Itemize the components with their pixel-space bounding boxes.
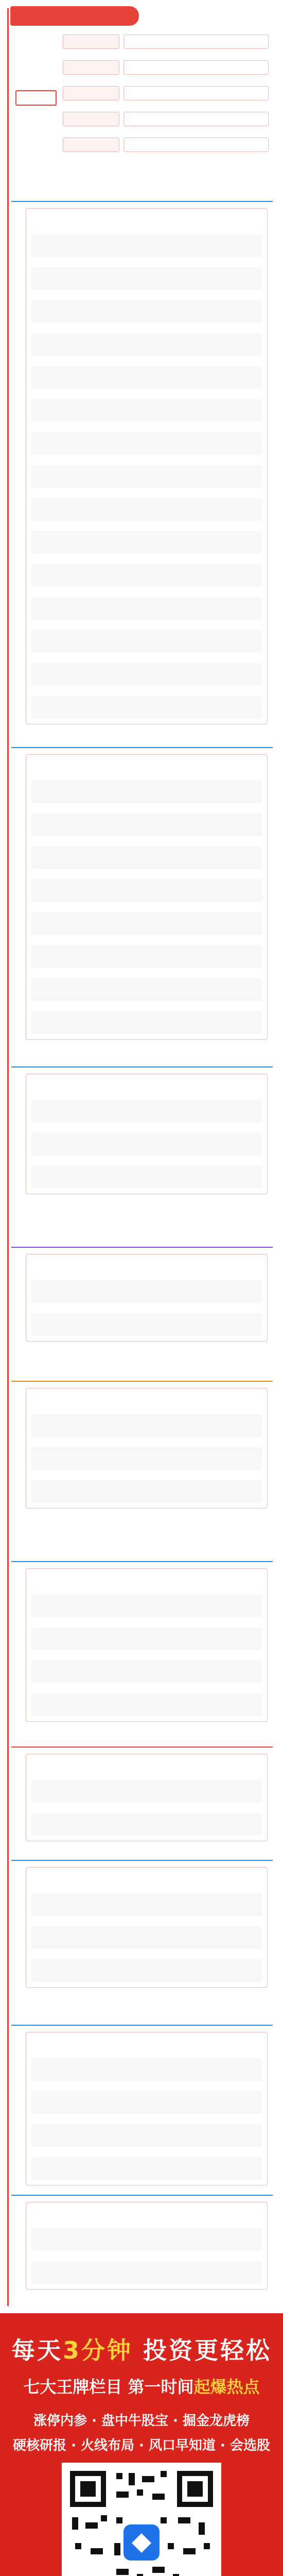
stock-name[interactable]: [31, 1586, 262, 1595]
stock-name[interactable]: [31, 1272, 262, 1280]
stock-item: [31, 2050, 262, 2081]
sector-header: [11, 1844, 273, 1862]
qr-code-icon[interactable]: [62, 2463, 221, 2576]
stock-description: [31, 814, 262, 836]
stock-name[interactable]: [31, 1472, 262, 1480]
stock-name[interactable]: [31, 358, 262, 366]
stock-item: [31, 523, 262, 554]
stock-name[interactable]: [31, 1805, 262, 1813]
stock-item: [31, 457, 262, 488]
stock-description: [31, 1166, 262, 1189]
stock-description: [31, 912, 262, 935]
sector-section: [11, 1051, 273, 1194]
stock-name[interactable]: [31, 2083, 262, 2091]
stock-name[interactable]: [31, 1772, 262, 1780]
stock-name[interactable]: [31, 1406, 262, 1414]
stock-item: [31, 871, 262, 902]
stock-name[interactable]: [31, 688, 262, 696]
stock-name[interactable]: [31, 1158, 262, 1166]
topic-card: [26, 1254, 268, 1342]
sector-label[interactable]: [11, 2009, 24, 2025]
sector-divider: [11, 747, 273, 748]
stock-item: [31, 1092, 262, 1123]
sector-section: [11, 1731, 273, 1841]
stock-name[interactable]: [31, 1652, 262, 1660]
stock-description: [31, 1893, 262, 1916]
stock-item: [31, 2220, 262, 2251]
stock-name[interactable]: [31, 1685, 262, 1693]
sector-divider: [11, 1381, 273, 1382]
promo-banner: [0, 2313, 283, 2576]
promo-columns-2: 硬核研报 · 火线布局 · 风口早知道 · 会选股: [13, 2438, 270, 2453]
stock-item: [31, 1652, 262, 1683]
sector-divider: [11, 1247, 273, 1248]
stock-name[interactable]: [31, 1125, 262, 1133]
stock-description: [31, 696, 262, 719]
sector-divider: [11, 2025, 273, 2026]
sector-header: [11, 1231, 273, 1249]
stock-name[interactable]: [31, 805, 262, 814]
topic-title: [31, 1757, 262, 1769]
leader-stock-name[interactable]: [63, 35, 119, 49]
sector-divider: [11, 201, 273, 202]
stock-name[interactable]: [31, 2149, 262, 2157]
stock-item: [31, 1619, 262, 1650]
stock-description: [31, 1595, 262, 1617]
stock-name[interactable]: [31, 391, 262, 399]
leader-stock-detail: [123, 138, 269, 152]
stock-name[interactable]: [31, 970, 262, 978]
leader-row: [63, 83, 269, 103]
stock-description: [31, 1414, 262, 1437]
leader-stock-name[interactable]: [63, 112, 119, 126]
sector-label[interactable]: [11, 2179, 24, 2195]
stock-description: [31, 366, 262, 389]
sector-label[interactable]: [11, 1051, 24, 1066]
sector-header: [11, 1731, 273, 1749]
sector-label[interactable]: [11, 1844, 24, 1860]
sector-header: [11, 185, 273, 203]
stock-description: [31, 2261, 262, 2284]
stock-item: [31, 937, 262, 968]
promo-headline-text-2: 投资更轻松: [133, 2336, 272, 2364]
stock-name[interactable]: [31, 226, 262, 234]
stock-description: [31, 2228, 262, 2251]
stock-description: [31, 846, 262, 869]
leader-stock-name[interactable]: [63, 138, 119, 152]
stock-name[interactable]: [31, 1092, 262, 1100]
stock-description: [31, 1780, 262, 1803]
topic-title: [31, 2206, 262, 2217]
leader-stock-detail: [123, 86, 269, 100]
stock-description: [31, 978, 262, 1001]
stock-description: [31, 1011, 262, 1034]
stock-description: [31, 333, 262, 356]
stock-item: [31, 805, 262, 836]
stock-item: [31, 1439, 262, 1470]
topic-title: [31, 1871, 262, 1882]
sector-label[interactable]: [11, 1731, 24, 1747]
topic-title: [31, 1572, 262, 1583]
stock-description: [31, 1100, 262, 1123]
stock-item: [31, 1305, 262, 1336]
stock-item: [31, 2149, 262, 2180]
stock-name[interactable]: [31, 490, 262, 498]
stock-name[interactable]: [31, 1918, 262, 1926]
stock-name[interactable]: [31, 325, 262, 333]
topic-card: [26, 1568, 268, 1722]
stock-name[interactable]: [31, 259, 262, 267]
stock-item: [31, 1951, 262, 1982]
sector-divider: [11, 1066, 273, 1067]
stock-description: [31, 1313, 262, 1336]
sector-label[interactable]: [11, 732, 24, 747]
stock-description: [31, 879, 262, 902]
promo-headline: [0, 2332, 283, 2366]
stock-name[interactable]: [31, 523, 262, 531]
stock-item: [31, 1885, 262, 1916]
leader-row: [63, 135, 269, 155]
sector-section: [11, 1844, 273, 1988]
stock-description: [31, 1660, 262, 1683]
topic-card: [26, 208, 268, 724]
stock-name[interactable]: [31, 457, 262, 465]
stock-description: [31, 2124, 262, 2147]
stock-name[interactable]: [31, 904, 262, 912]
stock-description: [31, 1813, 262, 1836]
stock-description: [31, 399, 262, 422]
topic-card: [26, 2032, 268, 2185]
stock-item: [31, 838, 262, 869]
stock-description: [31, 531, 262, 554]
stock-item: [31, 358, 262, 389]
sector-divider: [11, 2195, 273, 2196]
stock-name[interactable]: [31, 1439, 262, 1447]
promo-subheadline-text: 七大王牌栏目 第一时间: [23, 2377, 194, 2397]
stock-name[interactable]: [31, 655, 262, 663]
stock-name[interactable]: [31, 2050, 262, 2058]
sector-label[interactable]: [11, 1365, 24, 1381]
stock-item: [31, 1003, 262, 1034]
stock-name[interactable]: [31, 2116, 262, 2124]
leader-stock-name[interactable]: [63, 60, 119, 75]
stock-item: [31, 424, 262, 455]
topic-card: [26, 1754, 268, 1841]
stock-description: [31, 2058, 262, 2081]
leader-row: [63, 109, 269, 129]
leader-stock-detail: [123, 112, 269, 126]
stock-name[interactable]: [31, 838, 262, 846]
stock-item: [31, 1125, 262, 1156]
timeline-rail: [7, 8, 9, 2306]
stock-description: [31, 1280, 262, 1303]
page-title: [10, 6, 139, 26]
stock-item: [31, 391, 262, 422]
stock-item: [31, 655, 262, 686]
stock-name[interactable]: [31, 622, 262, 630]
stock-item: [31, 904, 262, 935]
sector-label[interactable]: [11, 185, 24, 201]
stock-name[interactable]: [31, 871, 262, 879]
stock-item: [31, 2083, 262, 2114]
stock-description: [31, 498, 262, 521]
stock-description: [31, 300, 262, 323]
leader-tag: [15, 90, 57, 106]
stock-description: [31, 1693, 262, 1716]
stock-item: [31, 1586, 262, 1617]
topic-card: [26, 1388, 268, 1509]
stock-item: [31, 772, 262, 803]
topic-title: [31, 1392, 262, 1403]
sector-header: [11, 2179, 273, 2197]
topic-card: [26, 2202, 268, 2290]
stock-name[interactable]: [31, 1619, 262, 1628]
stock-description: [31, 781, 262, 803]
stock-name[interactable]: [31, 772, 262, 781]
sector-section: [11, 2009, 273, 2185]
leader-stock-detail: [123, 60, 269, 75]
sector-label[interactable]: [11, 1546, 24, 1561]
leader-row: [63, 32, 269, 52]
stock-description: [31, 465, 262, 488]
stock-name[interactable]: [31, 556, 262, 564]
topic-title: [31, 758, 262, 769]
sector-section: [11, 1546, 273, 1722]
sector-section: [11, 732, 273, 1040]
stock-description: [31, 2091, 262, 2114]
leader-row: [63, 58, 269, 77]
stock-item: [31, 970, 262, 1001]
sector-header: [11, 1051, 273, 1069]
sector-label[interactable]: [11, 1231, 24, 1247]
promo-headline-highlight: 3分钟: [62, 2336, 133, 2364]
stock-item: [31, 1472, 262, 1503]
stock-item: [31, 1918, 262, 1949]
sector-header: [11, 2009, 273, 2027]
stock-name[interactable]: [31, 1951, 262, 1959]
stock-item: [31, 1272, 262, 1303]
stock-name[interactable]: [31, 2220, 262, 2228]
stock-description: [31, 2157, 262, 2180]
leader-stock-detail: [123, 35, 269, 49]
stock-item: [31, 2116, 262, 2147]
topic-card: [26, 1074, 268, 1194]
stock-description: [31, 1628, 262, 1650]
topic-title: [31, 1258, 262, 1269]
stock-description: [31, 234, 262, 257]
sector-header: [11, 1546, 273, 1563]
stock-item: [31, 1772, 262, 1803]
stock-item: [31, 688, 262, 719]
sector-divider: [11, 1561, 273, 1562]
stock-description: [31, 1926, 262, 1949]
stock-description: [31, 564, 262, 587]
stock-name[interactable]: [31, 424, 262, 432]
sector-divider: [11, 1860, 273, 1861]
promo-headline-text: 每天: [11, 2336, 63, 2364]
sector-header: [11, 732, 273, 749]
stock-item: [31, 292, 262, 323]
sector-section: [11, 1365, 273, 1509]
stock-name[interactable]: [31, 1003, 262, 1011]
topic-card: [26, 754, 268, 1040]
stock-description: [31, 1959, 262, 1982]
stock-item: [31, 1685, 262, 1716]
stock-item: [31, 259, 262, 290]
stock-description: [31, 1133, 262, 1156]
sector-divider: [11, 1747, 273, 1748]
sector-section: [11, 2179, 273, 2290]
stock-description: [31, 630, 262, 653]
stock-description: [31, 267, 262, 290]
sector-header: [11, 1365, 273, 1383]
leader-stock-name[interactable]: [63, 86, 119, 100]
stock-name[interactable]: [31, 937, 262, 945]
topic-title: [31, 212, 262, 223]
stock-description: [31, 663, 262, 686]
promo-columns-1: 涨停内参 · 盘中牛股宝 · 掘金龙虎榜: [33, 2413, 250, 2429]
topic-card: [26, 1867, 268, 1988]
sector-section: [11, 1231, 273, 1342]
stock-name[interactable]: [31, 1885, 262, 1893]
stock-name[interactable]: [31, 292, 262, 300]
promo-subheadline-highlight: 起爆热点: [193, 2377, 260, 2397]
topic-title: [31, 1077, 262, 1089]
stock-item: [31, 490, 262, 521]
sector-section: [11, 185, 273, 724]
stock-description: [31, 1447, 262, 1470]
stock-name[interactable]: [31, 1305, 262, 1313]
stock-item: [31, 1805, 262, 1836]
stock-item: [31, 589, 262, 620]
leader-list: [63, 32, 269, 161]
stock-description: [31, 945, 262, 968]
stock-name[interactable]: [31, 2253, 262, 2261]
stock-name[interactable]: [31, 589, 262, 597]
stock-item: [31, 226, 262, 257]
stock-item: [31, 622, 262, 653]
stock-description: [31, 1480, 262, 1503]
stock-item: [31, 325, 262, 356]
stock-item: [31, 1406, 262, 1437]
promo-subheadline: [0, 2374, 283, 2398]
stock-description: [31, 597, 262, 620]
stock-item: [31, 2253, 262, 2284]
stock-item: [31, 1158, 262, 1189]
topic-title: [31, 2036, 262, 2047]
stock-item: [31, 556, 262, 587]
stock-description: [31, 432, 262, 455]
